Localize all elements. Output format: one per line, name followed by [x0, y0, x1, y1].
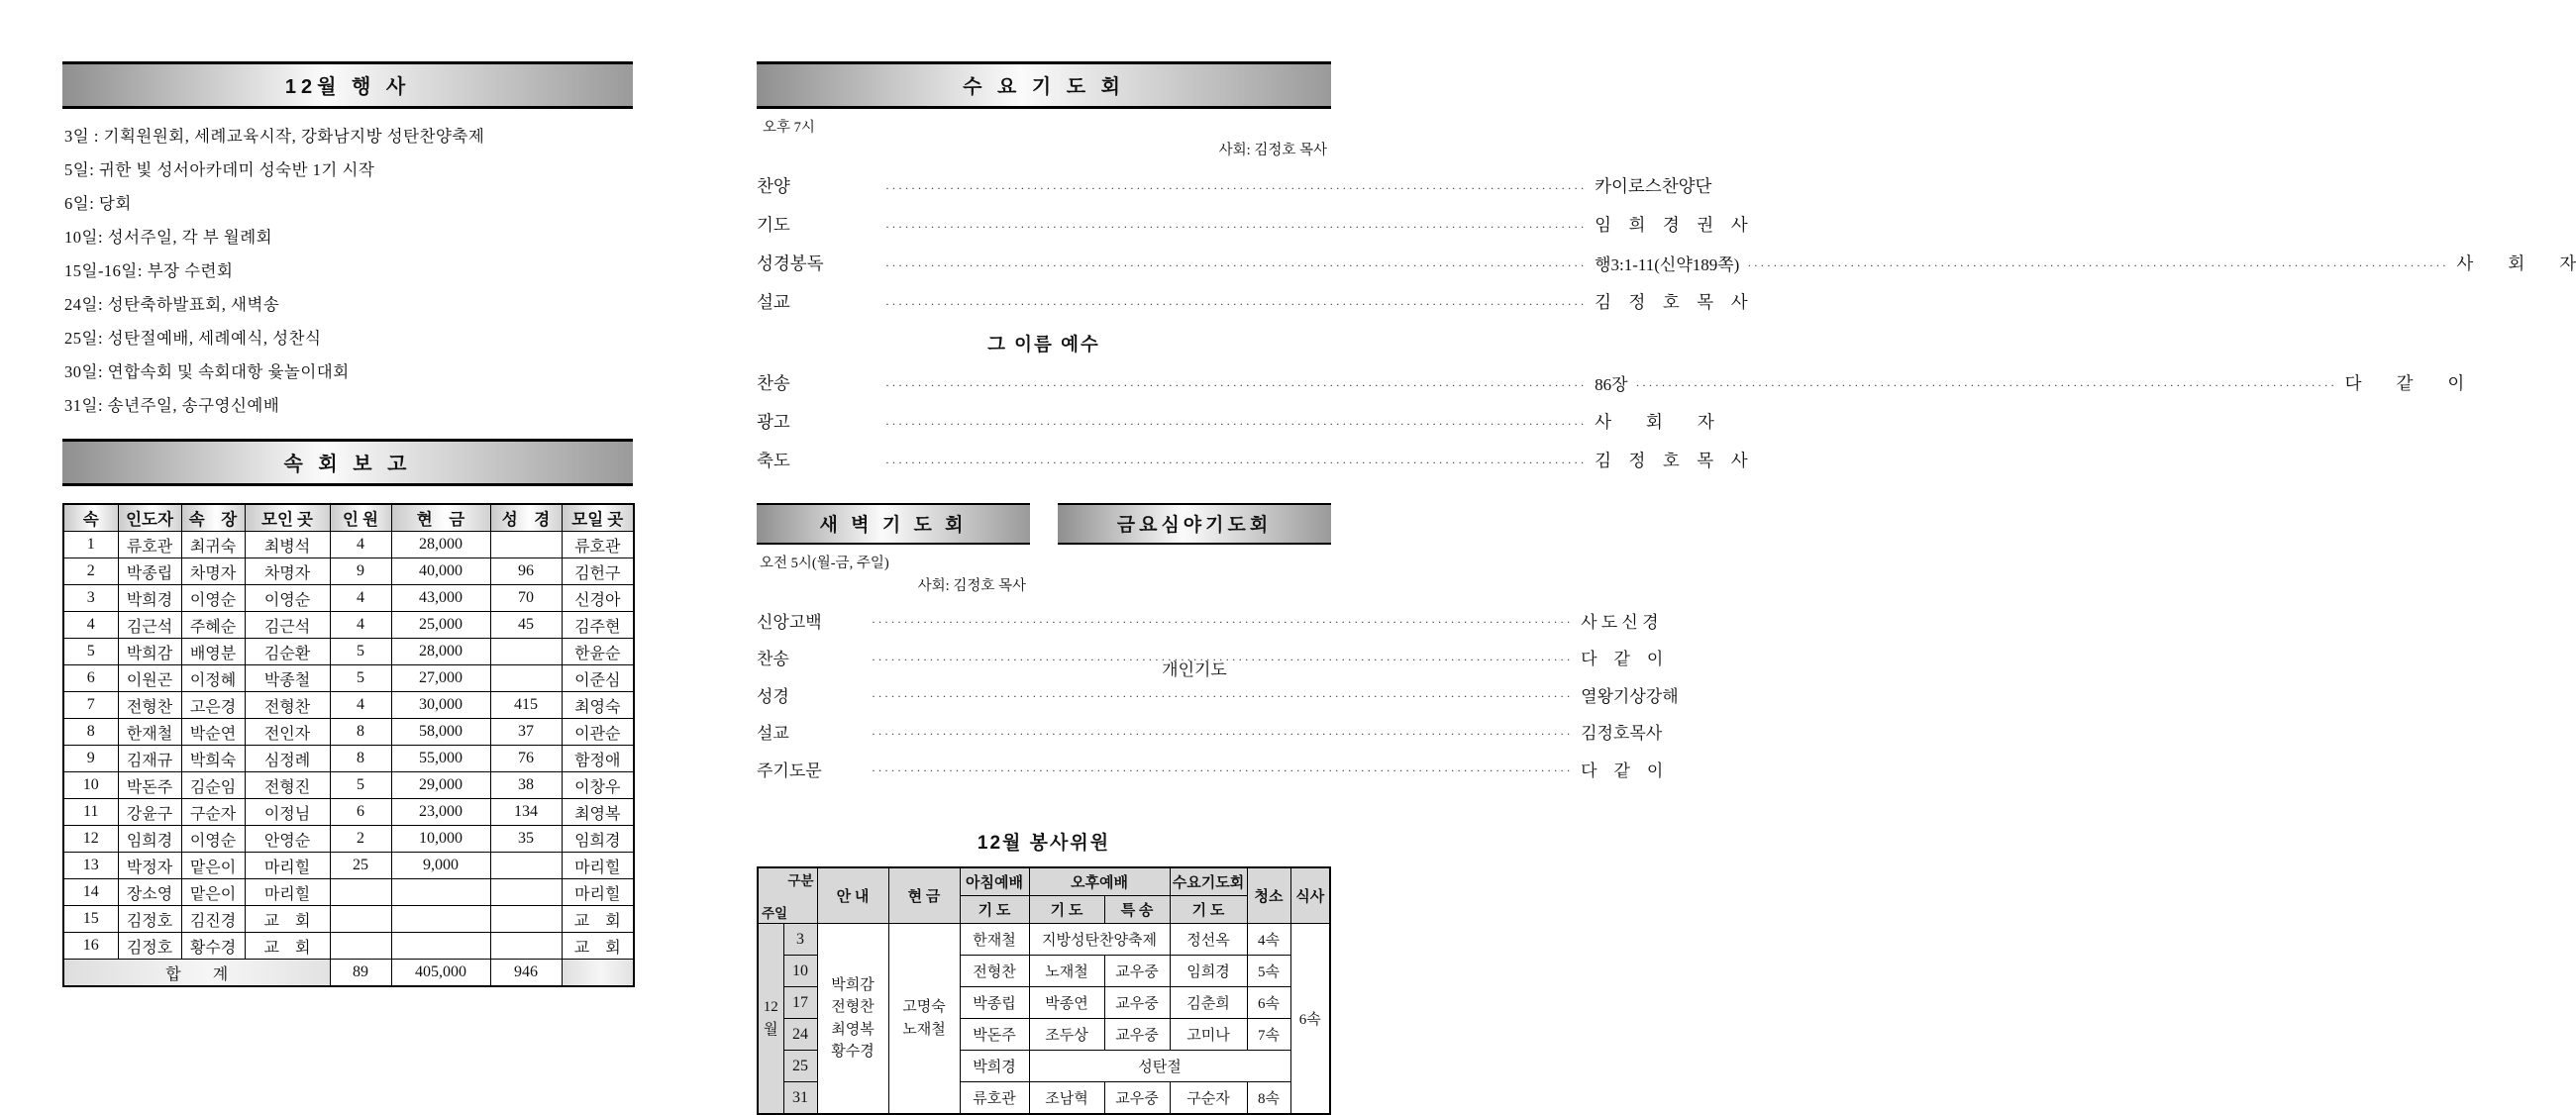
report-cell: 박희경 [118, 585, 181, 612]
cleaning-cell: 5속 [1247, 956, 1290, 987]
report-cell: 8 [330, 746, 391, 772]
afternoon-prayer-cell: 성탄절 [1029, 1051, 1290, 1082]
header-wednesday-prayer: 기 도 [1170, 896, 1247, 924]
report-cell [330, 906, 391, 933]
report-cell: 심정례 [245, 746, 330, 772]
event-item: 15일-16일: 부장 수련회 [64, 261, 234, 280]
report-cell: 한재철 [118, 719, 181, 746]
report-cell: 전형찬 [118, 692, 181, 719]
volunteers-title: 12월 봉사위원 [977, 833, 1111, 854]
prayer-row [757, 682, 1679, 707]
cleaning-cell: 6속 [1247, 987, 1290, 1019]
report-cell: 박희숙 [181, 746, 245, 772]
dot-leader [885, 456, 1587, 470]
report-cell: 4 [330, 532, 391, 558]
afternoon-prayer-cell: 노재철 [1029, 956, 1104, 987]
volunteers-row [758, 924, 1330, 956]
report-cell: 교 회 [245, 906, 330, 933]
prayer-row [757, 645, 1664, 669]
report-cell: 김재규 [118, 746, 181, 772]
report-cell: 임희경 [118, 826, 181, 853]
report-cell: 박희감 [118, 639, 181, 665]
report-cell: 배영분 [181, 639, 245, 665]
report-column-header: 인 원 [330, 504, 391, 532]
report-row [63, 799, 634, 826]
day-cell: 24 [783, 1019, 817, 1051]
prayer-item-label: 주기도문 [757, 760, 822, 780]
report-cell [490, 906, 562, 933]
header-meal: 식사 [1290, 867, 1330, 924]
report-cell: 이관순 [562, 719, 634, 746]
prayer-item-value: 다 같 이 [1581, 650, 1664, 668]
total-place [562, 960, 634, 987]
afternoon-prayer-cell: 조남혁 [1029, 1082, 1104, 1115]
dawn-moderator: 사회: 김정호 목사 [917, 578, 1026, 594]
report-cell: 35 [490, 826, 562, 853]
report-cell: 2 [330, 826, 391, 853]
report-column-header: 모인 곳 [245, 504, 330, 532]
morning-prayer-cell: 박종립 [960, 987, 1029, 1019]
report-cell: 박순연 [181, 719, 245, 746]
report-row [63, 906, 634, 933]
total-offering: 405,000 [391, 960, 490, 987]
prayer-item-label: 성경 [757, 686, 789, 706]
report-row [63, 879, 634, 906]
friday-section [1058, 503, 1331, 793]
report-cell: 김근석 [245, 612, 330, 639]
report-cell: 최병석 [245, 532, 330, 558]
morning-prayer-cell: 류호관 [960, 1082, 1029, 1115]
morning-prayer-cell: 한재철 [960, 924, 1029, 956]
events-title: 12월 행 사 [284, 76, 411, 98]
report-cell: 38 [490, 772, 562, 799]
report-cell: 박종립 [118, 558, 181, 585]
report-cell: 박정자 [118, 853, 181, 879]
report-cell: 신경아 [562, 585, 634, 612]
event-item: 24일: 성탄축하발표회, 새벽송 [64, 295, 280, 314]
dot-leader [885, 181, 1587, 196]
report-cell [490, 853, 562, 879]
report-title: 속 회 보 고 [283, 454, 412, 475]
report-cell: 37 [490, 719, 562, 746]
prayer-item-value: 사 회 자 [2456, 253, 2576, 273]
usher-cell: 박희감 전형찬 최영복 황수경 [817, 924, 888, 1115]
morning-prayer-cell: 박돈주 [960, 1019, 1029, 1051]
prayer-item-label: 성경봉독 [757, 253, 824, 273]
prayer-item-value: 카이로스찬양단 [1595, 176, 1712, 196]
total-bible: 946 [490, 960, 562, 987]
report-cell [330, 879, 391, 906]
report-cell: 강윤구 [118, 799, 181, 826]
report-cell: 9 [330, 558, 391, 585]
report-cell: 27,000 [391, 665, 490, 692]
report-cell: 25 [330, 853, 391, 879]
report-cell: 박돈주 [118, 772, 181, 799]
report-cell: 교 회 [245, 933, 330, 960]
report-cell: 30,000 [391, 692, 490, 719]
left-column [62, 61, 633, 987]
prayer-row [757, 409, 1714, 434]
day-cell: 10 [783, 956, 817, 987]
report-cell: 4 [330, 585, 391, 612]
event-item: 25일: 성탄절예배, 세례예식, 성찬식 [64, 329, 322, 348]
report-cell: 박종철 [245, 665, 330, 692]
dot-leader [885, 220, 1587, 235]
report-cell: 6 [330, 799, 391, 826]
report-cell: 25,000 [391, 612, 490, 639]
report-cell: 9,000 [391, 853, 490, 879]
report-cell: 15 [63, 906, 118, 933]
report-cell: 이영순 [245, 585, 330, 612]
report-row [63, 719, 634, 746]
prayer-row [757, 173, 1712, 198]
prayer-item-center: 행3:1-11(신약189쪽) [1595, 255, 1740, 274]
report-cell: 13 [63, 853, 118, 879]
report-row [63, 746, 634, 772]
report-row [63, 558, 634, 585]
report-cell: 5 [330, 639, 391, 665]
cleaning-cell: 4속 [1247, 924, 1290, 956]
report-row [63, 532, 634, 558]
events-list [64, 123, 633, 416]
report-cell: 43,000 [391, 585, 490, 612]
report-cell: 장소영 [118, 879, 181, 906]
day-cell: 17 [783, 987, 817, 1019]
cleaning-cell: 7속 [1247, 1019, 1290, 1051]
special-song-cell: 교우중 [1104, 987, 1170, 1019]
corner-cell [758, 867, 817, 924]
report-cell: 이준심 [562, 665, 634, 692]
report-cell [490, 639, 562, 665]
prayer-row [757, 212, 1748, 237]
volunteers-table [757, 866, 1331, 1115]
event-item: 3일 : 기획원원회, 세례교육시작, 강화남지방 성탄찬양축제 [64, 127, 485, 146]
prayer-item-label: 찬양 [757, 176, 790, 196]
morning-prayer-cell: 박희경 [960, 1051, 1029, 1082]
report-cell: 28,000 [391, 532, 490, 558]
day-cell: 3 [783, 924, 817, 956]
header-usher: 안 내 [817, 867, 888, 924]
report-cell: 김진경 [181, 906, 245, 933]
report-cell: 12 [63, 826, 118, 853]
prayer-item-label: 신앙고백 [757, 612, 822, 632]
report-cell: 전형찬 [245, 692, 330, 719]
right-column [757, 61, 2576, 1115]
prayer-item-label: 찬송 [757, 650, 789, 668]
event-item: 31일: 송년주일, 송구영신예배 [64, 396, 280, 415]
wednesday-prayer-cell: 구순자 [1170, 1082, 1247, 1115]
report-cell: 14 [63, 879, 118, 906]
report-cell: 이창우 [562, 772, 634, 799]
prayer-item-label: 설교 [757, 292, 790, 312]
report-cell: 1 [63, 532, 118, 558]
prayer-item-value: 다 같 이 [2344, 373, 2465, 393]
afternoon-prayer-cell: 지방성탄찬양축제 [1029, 924, 1170, 956]
sub-sections [757, 503, 1679, 793]
dawn-title: 새 벽 기 도 회 [819, 515, 968, 536]
report-cell: 28,000 [391, 639, 490, 665]
report-cell: 최영숙 [562, 692, 634, 719]
wednesday-prayer-cell: 임희경 [1170, 956, 1247, 987]
wednesday-moderator: 사회: 김정호 목사 [1218, 143, 1327, 158]
report-cell: 4 [63, 612, 118, 639]
dot-leader [885, 417, 1587, 432]
report-row [63, 826, 634, 853]
report-cell: 55,000 [391, 746, 490, 772]
report-cell [391, 906, 490, 933]
volunteers-header-row-1 [758, 867, 1330, 896]
prayer-item-value: 임 희 경 권 사 [1595, 215, 1748, 235]
prayer-item-value: 김 정 호 목 사 [1595, 292, 1748, 312]
meal-cell: 6속 [1290, 924, 1330, 1115]
report-column-header: 성 경 [490, 504, 562, 532]
report-cell: 8 [330, 719, 391, 746]
event-item: 6일: 당회 [64, 194, 132, 213]
prayer-item-value: 다 같 이 [1581, 760, 1664, 780]
report-cell: 45 [490, 612, 562, 639]
wednesday-order-2 [757, 370, 2465, 472]
report-cell: 이영순 [181, 585, 245, 612]
report-cell: 교 회 [562, 906, 634, 933]
wednesday-prayer-cell: 고미나 [1170, 1019, 1247, 1051]
report-cell: 한윤순 [562, 639, 634, 665]
header-morning: 아침예배 [960, 867, 1029, 896]
report-cell: 임희경 [562, 826, 634, 853]
report-cell: 류호관 [562, 532, 634, 558]
corner-bottom-label: 주일 [762, 906, 788, 921]
report-row [63, 853, 634, 879]
prayer-item-value: 사 도 신 경 [1581, 612, 1659, 632]
report-cell: 마리힐 [562, 879, 634, 906]
prayer-row [757, 251, 2576, 275]
report-row [63, 639, 634, 665]
prayer-row [757, 719, 1663, 744]
report-cell: 고은경 [181, 692, 245, 719]
report-cell: 96 [490, 558, 562, 585]
event-item: 10일: 성서주일, 각 부 월례회 [64, 228, 273, 247]
header-morning-prayer: 기 도 [960, 896, 1029, 924]
report-cell [391, 933, 490, 960]
header-afternoon: 오후예배 [1029, 867, 1170, 896]
report-cell: 415 [490, 692, 562, 719]
report-cell: 황수경 [181, 933, 245, 960]
report-cell: 58,000 [391, 719, 490, 746]
report-cell: 김순임 [181, 772, 245, 799]
prayer-item-value: 열왕기상강해 [1581, 686, 1679, 706]
report-cell: 5 [330, 772, 391, 799]
report-cell: 김헌구 [562, 558, 634, 585]
report-cell: 차명자 [181, 558, 245, 585]
report-cell: 29,000 [391, 772, 490, 799]
report-cell [330, 933, 391, 960]
friday-title: 금요심야기도회 [1116, 515, 1273, 536]
report-cell: 구순자 [181, 799, 245, 826]
report-cell: 10,000 [391, 826, 490, 853]
corner-top-label: 구분 [787, 873, 814, 888]
report-row [63, 585, 634, 612]
report-cell: 134 [490, 799, 562, 826]
friday-header [1058, 503, 1331, 545]
report-cell: 40,000 [391, 558, 490, 585]
report-cell: 김정호 [118, 906, 181, 933]
report-header-row [63, 504, 634, 532]
report-cell: 마리힐 [245, 853, 330, 879]
prayer-item-value: 사 회 자 [1595, 412, 1714, 432]
report-cell: 5 [330, 665, 391, 692]
wednesday-title: 수 요 기 도 회 [963, 76, 1125, 98]
report-cell [391, 879, 490, 906]
sermon-title: 그 이름 예수 [987, 334, 1100, 355]
report-column-header: 모일 곳 [562, 504, 634, 532]
dot-leader [1747, 258, 2448, 273]
report-cell: 76 [490, 746, 562, 772]
prayer-row [757, 370, 2465, 395]
report-cell: 김순환 [245, 639, 330, 665]
morning-prayer-cell: 전형찬 [960, 956, 1029, 987]
prayer-row [757, 608, 1659, 633]
report-cell: 4 [330, 692, 391, 719]
report-cell: 10 [63, 772, 118, 799]
report-cell: 70 [490, 585, 562, 612]
prayer-row [757, 757, 1664, 781]
report-cell: 23,000 [391, 799, 490, 826]
prayer-item-label: 찬송 [757, 373, 790, 393]
report-cell: 3 [63, 585, 118, 612]
report-cell: 차명자 [245, 558, 330, 585]
header-cleaning: 청소 [1247, 867, 1290, 924]
header-offering: 현 금 [888, 867, 960, 924]
report-cell: 이정님 [245, 799, 330, 826]
report-row [63, 665, 634, 692]
prayer-item-label: 설교 [757, 724, 789, 743]
header-wednesday: 수요기도회 [1170, 867, 1247, 896]
prayer-row [757, 289, 1748, 314]
special-song-cell: 교우중 [1104, 1019, 1170, 1051]
prayer-row [757, 448, 1748, 472]
prayer-item-center: 86장 [1595, 375, 1628, 394]
report-column-header: 인도자 [118, 504, 181, 532]
report-column-header: 속 [63, 504, 118, 532]
day-cell: 25 [783, 1051, 817, 1082]
report-cell: 김정호 [118, 933, 181, 960]
event-item: 5일: 귀한 빛 성서아카데미 성숙반 1기 시작 [64, 160, 375, 179]
header-special-song: 특 송 [1104, 896, 1170, 924]
report-cell: 이정혜 [181, 665, 245, 692]
wednesday-prayer-cell: 김춘희 [1170, 987, 1247, 1019]
dawn-time: 오전 5시(월-금, 주일) [760, 556, 889, 571]
afternoon-prayer-cell: 조두상 [1029, 1019, 1104, 1051]
prayer-item-label: 축도 [757, 451, 790, 470]
report-cell: 전형진 [245, 772, 330, 799]
dawn-header [757, 503, 1030, 545]
wednesday-prayer-cell: 정선옥 [1170, 924, 1247, 956]
report-cell: 8 [63, 719, 118, 746]
total-members: 89 [330, 960, 391, 987]
report-cell: 김주현 [562, 612, 634, 639]
report-cell: 맡은이 [181, 853, 245, 879]
report-cell: 이원곤 [118, 665, 181, 692]
offering-counter-cell: 고명숙 노재철 [888, 924, 960, 1115]
report-cell: 김근석 [118, 612, 181, 639]
report-cell: 최영복 [562, 799, 634, 826]
prayer-item-label: 광고 [757, 412, 790, 432]
total-label: 합 계 [63, 960, 330, 987]
day-cell: 31 [783, 1082, 817, 1115]
report-row [63, 612, 634, 639]
report-column-header: 속 장 [181, 504, 245, 532]
prayer-item-value: 김 정 호 목 사 [1595, 451, 1748, 470]
events-header [62, 61, 633, 109]
report-column-header: 현 금 [391, 504, 490, 532]
afternoon-prayer-cell: 박종연 [1029, 987, 1104, 1019]
report-cell: 이영순 [181, 826, 245, 853]
report-cell: 주혜순 [181, 612, 245, 639]
report-total-row [63, 960, 634, 987]
report-cell: 9 [63, 746, 118, 772]
report-cell: 6 [63, 665, 118, 692]
report-cell: 전인자 [245, 719, 330, 746]
report-cell: 2 [63, 558, 118, 585]
header-afternoon-prayer: 기 도 [1029, 896, 1104, 924]
special-song-cell: 교우중 [1104, 956, 1170, 987]
report-cell: 맡은이 [181, 879, 245, 906]
report-cell [490, 933, 562, 960]
report-cell [490, 879, 562, 906]
report-cell: 최귀숙 [181, 532, 245, 558]
wednesday-time: 오후 7시 [763, 120, 815, 136]
prayer-item-value: 김정호목사 [1581, 724, 1663, 743]
report-cell: 교 회 [562, 933, 634, 960]
report-cell [490, 532, 562, 558]
report-cell: 함정애 [562, 746, 634, 772]
report-row [63, 692, 634, 719]
dot-leader [885, 297, 1587, 312]
friday-content: 개인기도 [1162, 660, 1227, 679]
wednesday-order-1 [757, 173, 2576, 314]
report-cell: 5 [63, 639, 118, 665]
cleaning-cell: 8속 [1247, 1082, 1290, 1115]
dot-leader [1636, 378, 2337, 393]
report-cell: 16 [63, 933, 118, 960]
report-cell: 11 [63, 799, 118, 826]
dot-leader [885, 258, 1587, 273]
report-cell: 마리힐 [562, 853, 634, 879]
report-header [62, 439, 633, 486]
prayer-item-label: 기도 [757, 215, 790, 235]
report-cell: 류호관 [118, 532, 181, 558]
report-row [63, 772, 634, 799]
report-cell: 7 [63, 692, 118, 719]
event-item: 30일: 연합속회 및 속회대항 윷놀이대회 [64, 362, 350, 381]
report-cell: 마리힐 [245, 879, 330, 906]
report-table [62, 503, 635, 987]
dot-leader [885, 378, 1587, 393]
report-cell: 4 [330, 612, 391, 639]
special-song-cell: 교우중 [1104, 1082, 1170, 1115]
report-cell [490, 665, 562, 692]
report-cell: 안영순 [245, 826, 330, 853]
month-cell: 12 월 [758, 924, 783, 1115]
report-row [63, 933, 634, 960]
wednesday-header [757, 61, 1331, 109]
